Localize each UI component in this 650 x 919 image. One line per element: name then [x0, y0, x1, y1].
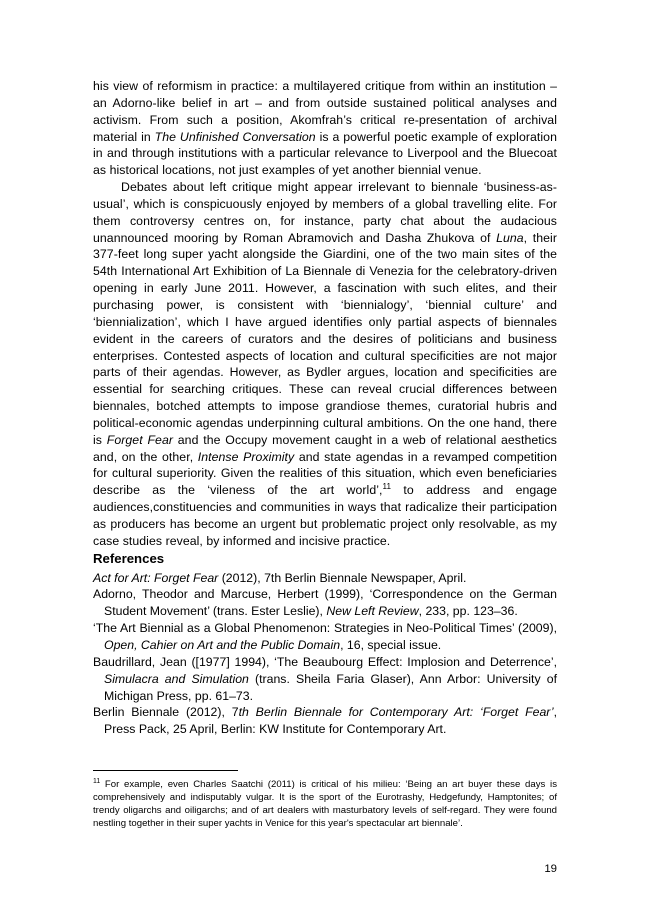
references-list: [93, 570, 557, 738]
page-body: [93, 78, 557, 738]
reference-entry: Adorno, Theodor and Marcuse, Herbert (1999), ‘Correspondence on the German Student Movement’ (trans. Ester Leslie), New Left Review, 233, pp. 123–36.: [93, 587, 557, 619]
footnote-area: [93, 770, 557, 830]
footnote-body: For example, even Charles Saatchi (2011) is critical of his milieu: ‘Being an art buyer these days is comprehensively and indisputably vulgar. It is the sport of the Eurotrashy, Hedgefundy, Hamptonites; of trendy oligarchs and oiligarchs; and of art dealers with masturbatory levels of self-regard. They were found nestling together in their super yachts in Venice for this year's spectacular art biennale’.: [93, 779, 557, 830]
reference-entry: Berlin Biennale (2012), 7th Berlin Biennale for Contemporary Art: ‘Forget Fear’, Press Pack, 25 April, Berlin: KW Institute for Contemporary Art.: [93, 705, 557, 737]
body-paragraph-2: Debates about left critique might appear irrelevant to biennale ‘business-as-usual’, which is conspicuously enjoyed by members of a global travelling elite. For them controversy centres on, for instance, party chat about the audacious unannounced mooring by Roman Abramovich and Dasha Zhukova of Luna, their 377-feet long super yacht alongside the Giardini, one of the two main sites of the 54th International Art Exhibition of La Biennale di Venezia for the celebratory-driven opening in early June 2011. However, a fascination with such elites, and their purchasing power, is consistent with ‘biennialogy’, ‘biennial culture’ and ‘biennialization’, which I have argued identifies only partial aspects of biennales evident in the careers of curators and the desires of politicians and business enterprises. Contested aspects of location and cultural specificities are not major parts of their agendas. However, as Bydler argues, location and specificities are essential for searching critiques. These can reveal crucial differences between biennales, botched attempts to impose grandiose themes, curatorial hubris and political-economic agendas underpinning cultural ambitions. On the one hand, there is Forget Fear and the Occupy movement caught in a web of relational aesthetics and, on the other, Intense Proximity and state agendas in a revamped competition for cultural superiority. Given the realities of this situation, which even beneficiaries describe as the ‘vileness of the art world’,$^{11}$ to address and engage audiences,constituencies and communities in ways that radicalize their participation as producers has become an urgent but problematic project only resolvable, as my case studies reveal, by informed and incisive practice.: [93, 180, 557, 548]
references-heading: References: [93, 550, 165, 566]
reference-entry: ‘The Art Biennial as a Global Phenomenon: Strategies in Neo-Political Times’ (2009), Open, Cahier on Art and the Public Domain, 16, special issue.: [93, 621, 557, 652]
body-paragraph-1: his view of reformism in practice: a multilayered critique from within an institution – an Adorno-like belief in art – and from outside sustained political analyses and activism. From such a position, Akomfrah’s critical re-presentation of archival material in The Unfinished Conversation is a powerful poetic example of exploration in and through institutions with a particular relevance to Liverpool and the Bluecoat as historical locations, not just examples of yet another biennial venue.: [93, 79, 557, 178]
footnote-separator-rule: [93, 770, 238, 771]
reference-entry: Baudrillard, Jean ([1977] 1994), ‘The Beaubourg Effect: Implosion and Deterrence’, Simulacra and Simulation (trans. Sheila Faria Glaser), Ann Arbor: University of Michigan Press, pp. 61–73.: [93, 654, 557, 703]
page-number: 19: [544, 863, 557, 875]
reference-entry: Act for Art: Forget Fear (2012), 7th Berlin Biennale Newspaper, April.: [93, 570, 467, 585]
footnote-marker: 11: [93, 777, 101, 785]
footnote-text: [93, 778, 557, 830]
